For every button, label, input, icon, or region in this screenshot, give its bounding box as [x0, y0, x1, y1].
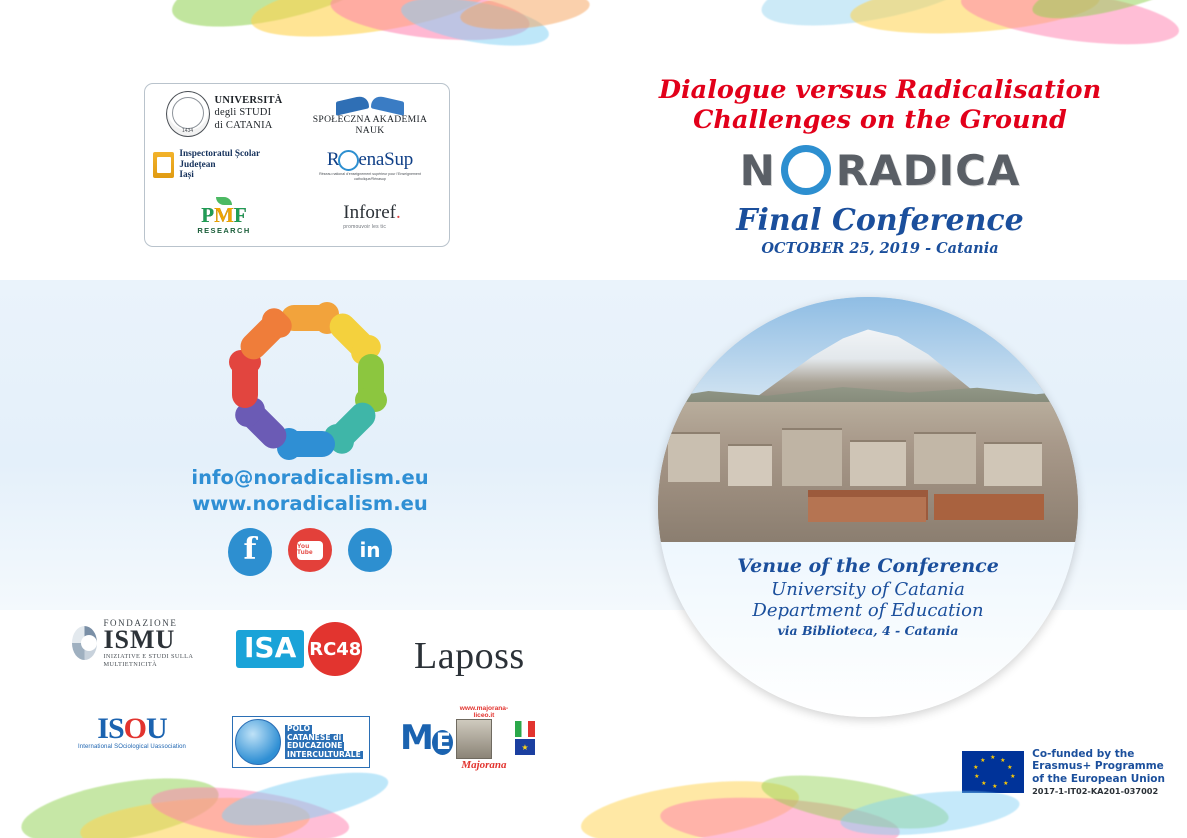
- italy-flag-icon: [515, 721, 535, 737]
- partner-logo-spoleczna-akademia-nauk: [297, 88, 443, 139]
- majorana-name: Majorana: [461, 759, 507, 771]
- partner-subtitle-inforef: promouvoir les tic: [343, 224, 387, 231]
- partner-logo-university-of-catania: [151, 88, 297, 139]
- rc48-logo-icon: [308, 622, 362, 676]
- partner-logo-renasup: [297, 139, 443, 190]
- venue-heading: Venue of the Conference: [737, 555, 999, 577]
- supporter-logos: [0, 612, 660, 782]
- funding-text: [1032, 748, 1165, 796]
- majorana-monogram: M E: [400, 723, 453, 754]
- event-name: Final Conference: [736, 203, 1024, 239]
- event-date: OCTOBER 25, 2019 - Catania: [761, 240, 999, 258]
- isou-word: ISOU: [97, 712, 167, 745]
- open-book-icon: [335, 92, 405, 112]
- funding-line-1: Co-funded by the: [1032, 747, 1135, 760]
- venue-circle: [658, 297, 1078, 717]
- contact-block: [150, 465, 470, 516]
- partner-name-renasup: R enaSup: [326, 149, 414, 171]
- facebook-icon[interactable]: [228, 528, 272, 576]
- partner-name-san: SPOŁECZNA AKADEMIA NAUK: [312, 113, 428, 136]
- partner-name-pmf: PMF: [201, 203, 247, 228]
- circle-of-hands-icon: [232, 305, 384, 457]
- header-section: [0, 60, 1187, 275]
- catania-etna-skyline-photo: [658, 297, 1078, 542]
- rc48-label: RC48: [309, 638, 362, 660]
- university-seal-icon: [166, 91, 210, 137]
- partner-name-unict: UNIVERSITÀ degli STUDI di CATANIA: [214, 94, 283, 131]
- eu-flag-small-icon: ★: [515, 739, 535, 755]
- funding-line-3: of the European Union: [1032, 773, 1165, 786]
- title-line-2: Challenges on the Ground: [693, 105, 1067, 136]
- linkedin-icon[interactable]: [348, 528, 392, 572]
- ismu-mark-icon: [72, 626, 97, 660]
- polo-label: POLO CATANESE di EDUCAZIONE INTERCULTURALE: [287, 724, 361, 759]
- contact-website[interactable]: www.noradicalism.eu: [192, 491, 428, 515]
- document-badge-icon: [153, 152, 174, 178]
- funding-line-2: Erasmus+ Programme: [1032, 760, 1164, 773]
- youtube-chip: [297, 541, 323, 560]
- globe-icon: [235, 719, 281, 765]
- isou-subtitle: International SOciological Uassociation: [78, 744, 186, 750]
- partner-subtitle-pmf: RESEARCH: [197, 226, 251, 236]
- polo-globe-icon: [232, 716, 370, 768]
- majorana-logo-icon: [400, 707, 535, 769]
- blue-ring-o-icon: [781, 145, 831, 195]
- venue-line-2: Department of Education: [752, 600, 984, 621]
- facebook-label: f: [243, 532, 257, 567]
- ismu-name: ISMU: [103, 625, 176, 654]
- partner-logos-box: [144, 83, 450, 247]
- ismu-logo-icon: [72, 618, 212, 668]
- majorana-url[interactable]: www.majorana-liceo.it: [459, 705, 509, 719]
- isa-rc48-logos: [236, 622, 362, 676]
- renasup-o-icon: [338, 150, 359, 171]
- partner-name-inforef: Inforef.: [343, 202, 401, 224]
- cityscape: [658, 402, 1078, 542]
- page-title: [600, 75, 1160, 135]
- funding-block: [962, 748, 1165, 796]
- partner-name-inspectoratul: Inspectoratul Școlar Județean Iași: [179, 148, 261, 181]
- majorana-portrait-icon: [456, 719, 492, 759]
- venue-address: via Biblioteca, 4 - Catania: [777, 623, 959, 638]
- youtube-label: You Tube: [297, 542, 313, 556]
- laposs-logo-icon: [414, 634, 525, 678]
- isou-logo-icon: [78, 712, 186, 750]
- partner-tagline-renasup: Réseau national d'enseignement supérieur pour l'Enseignement catholique/Rénasup: [319, 172, 421, 181]
- partner-logo-inforef: [297, 191, 443, 242]
- watercolor-decoration-top: [0, 0, 1187, 60]
- title-line-1: Dialogue versus Radicalisation: [658, 75, 1102, 105]
- ismu-fondazione-label: FONDAZIONE: [103, 618, 178, 628]
- contact-email[interactable]: info@noradicalism.eu: [191, 466, 429, 489]
- project-name-part2: RADICA: [835, 145, 1021, 195]
- isa-logo-icon: ISA: [236, 630, 304, 668]
- venue-line-1: University of Catania: [771, 579, 965, 600]
- venue-caption: [658, 555, 1078, 638]
- laposs-label: Laposs: [414, 635, 525, 677]
- seal-year: 1434: [181, 127, 194, 134]
- project-logo-noradica: [600, 145, 1160, 195]
- youtube-icon[interactable]: [288, 528, 332, 572]
- flags: [515, 721, 535, 755]
- conference-title-block: [600, 75, 1160, 257]
- partner-logo-pmf-research: [151, 191, 297, 242]
- partner-logo-inspectoratul-scolar: [151, 139, 297, 190]
- social-links: [150, 528, 470, 576]
- project-code: 2017-1-IT02-KA201-037002: [1032, 786, 1159, 796]
- ismu-subtitle: INIZIATIVE E STUDI SULLA MULTIETNICITÀ: [103, 652, 193, 668]
- project-name-part1: N: [739, 145, 776, 195]
- linkedin-label: in: [359, 538, 381, 562]
- eu-flag-icon: ★ ★ ★ ★ ★ ★ ★ ★ ★ ★: [962, 751, 1024, 793]
